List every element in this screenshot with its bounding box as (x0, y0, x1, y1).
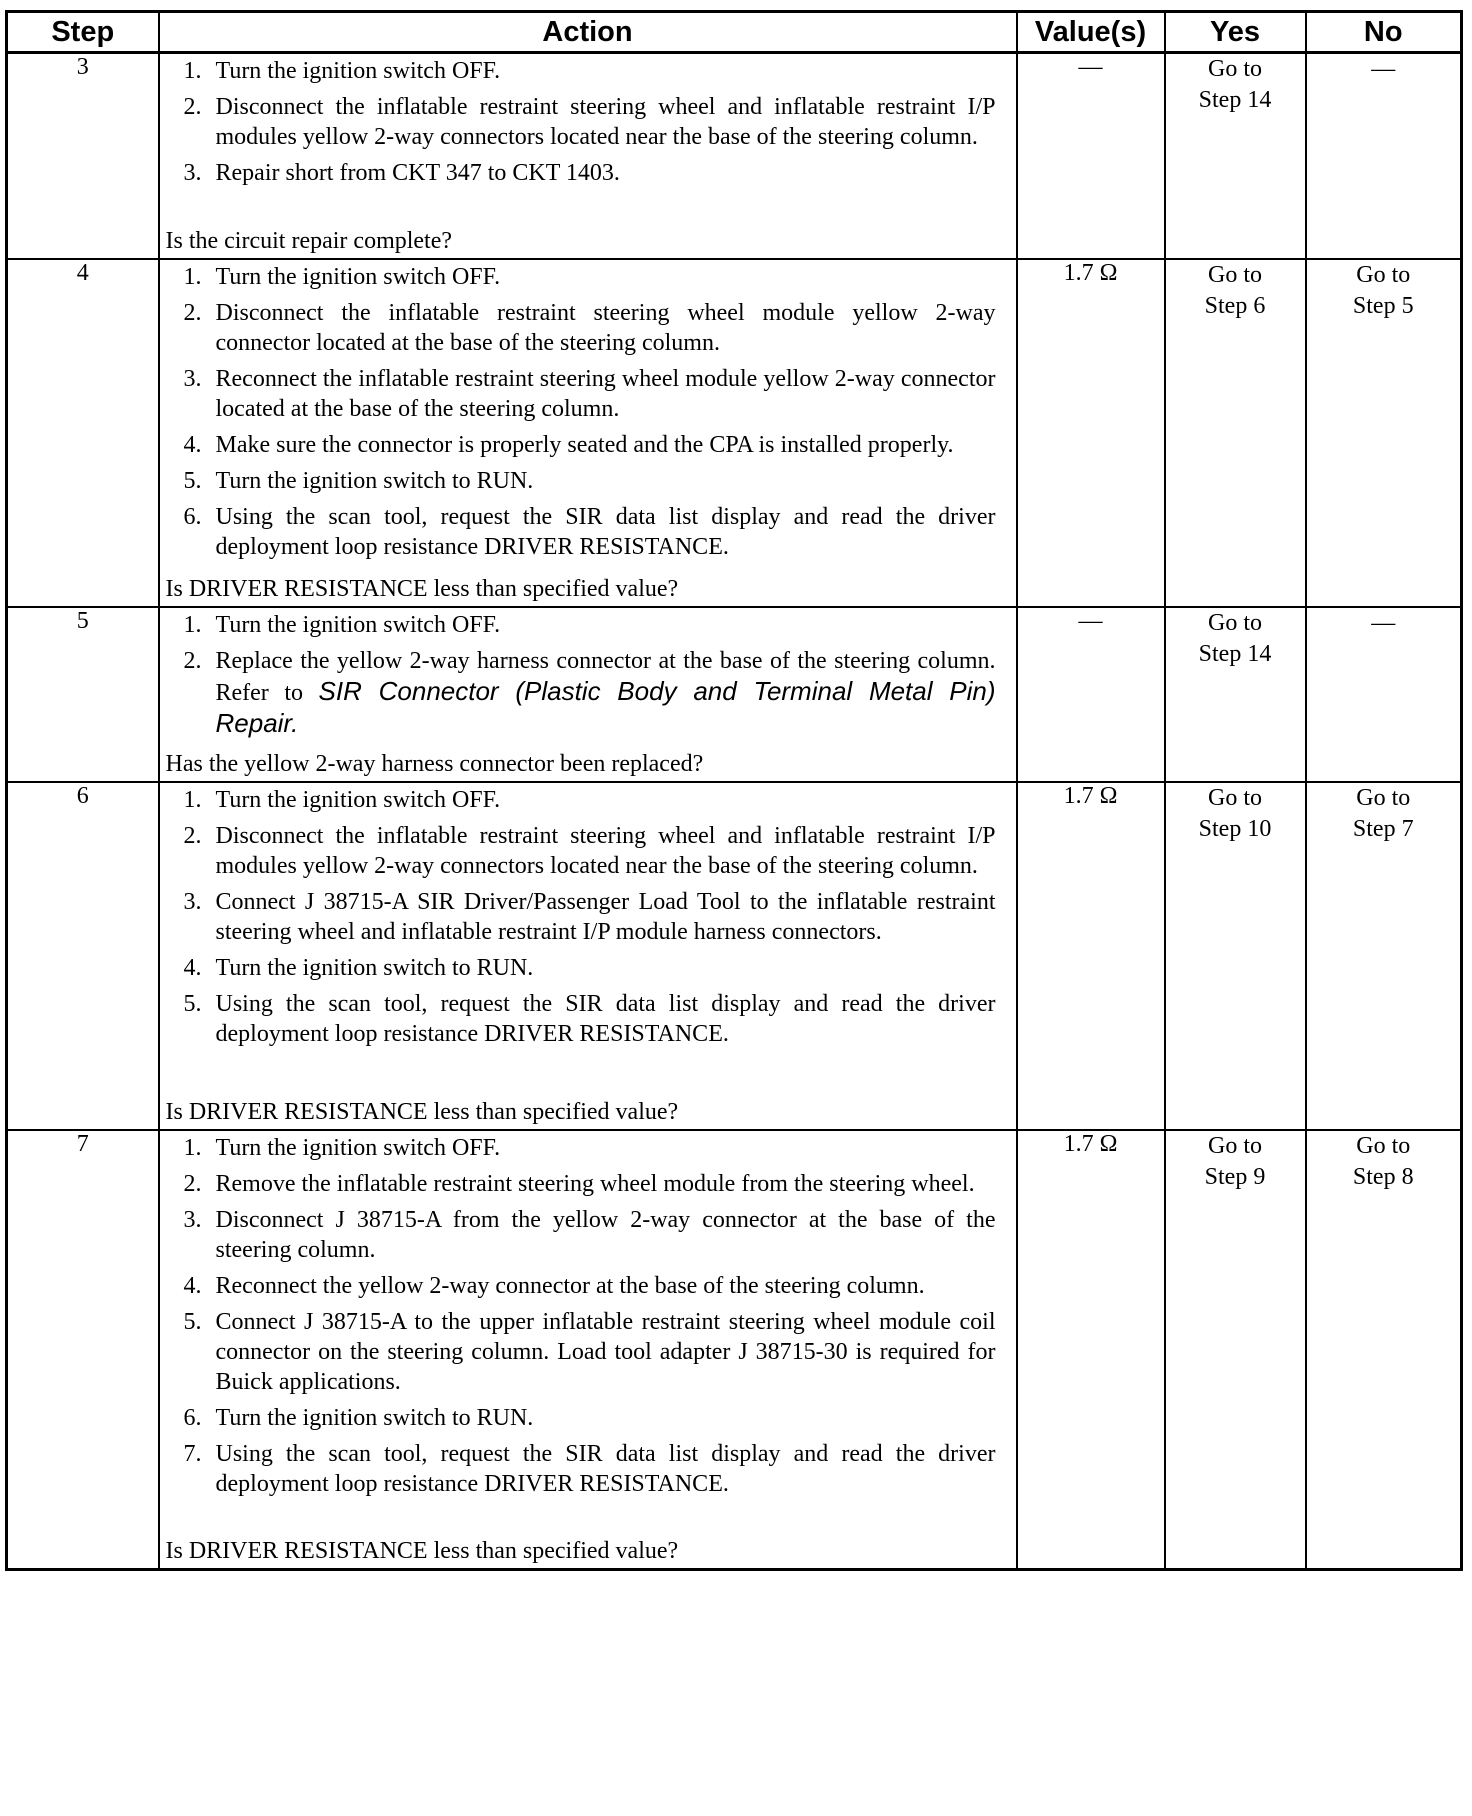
action-step-text: Turn the ignition switch OFF. (215, 58, 501, 84)
action-step-text: Turn the ignition switch OFF. (215, 263, 501, 290)
action-step (160, 785, 1016, 815)
step-number: 7 (7, 1130, 159, 1570)
action-step (160, 56, 1016, 86)
reference-link[interactable]: SIR Connector (Plastic Body and Terminal Metal Pin) Repair. (215, 675, 996, 738)
no-line: Step 5 (1352, 292, 1414, 319)
yes-line: Step 14 (1198, 640, 1272, 667)
action-step-number: 4. (183, 1272, 202, 1299)
action-step-text-block (216, 1271, 996, 1301)
yes-cell (1165, 259, 1306, 607)
action-step-text-block (216, 158, 996, 188)
action-steps-list (160, 260, 1016, 562)
no-line: Step 7 (1352, 815, 1414, 842)
action-step-text-block (216, 1133, 996, 1163)
action-step-text: Replace the yellow 2-way harness connector at the base of the steering column. Refer to (215, 647, 996, 706)
header-values: Value(s) (1017, 12, 1165, 53)
value-cell: 1.7 Ω (1017, 259, 1165, 607)
action-cell (159, 1130, 1017, 1570)
action-step-text: Connect J 38715-A to the upper inflatable restraint steering wheel module coil connector on the steering column. Load tool adapter J 38715-30 is required for Buick applications. (215, 1308, 996, 1395)
table-row (7, 53, 1462, 259)
action-step (160, 1439, 1016, 1499)
table-body (7, 53, 1462, 1570)
yes-line: Step 6 (1204, 292, 1266, 319)
action-step-text: Disconnect J 38715-A from the yellow 2-way connector at the base of the steering column. (215, 1206, 996, 1263)
action-cell (159, 259, 1017, 607)
action-step-text: Turn the ignition switch to RUN. (215, 954, 534, 981)
question-text: Is the circuit repair complete? (165, 227, 453, 254)
action-step-text-block (216, 262, 996, 292)
action-step (160, 1205, 1016, 1265)
action-step (160, 158, 1016, 188)
question-text: Has the yellow 2-way harness connector been replaced? (165, 750, 704, 777)
action-step (160, 92, 1016, 152)
action-step-text: Connect J 38715-A SIR Driver/Passenger Load Tool to the inflatable restraint steering wheel and inflatable restraint I/P module harness connectors. (215, 888, 996, 945)
yes-line: Go to (1208, 784, 1262, 811)
action-step (160, 364, 1016, 424)
action-step-text: Reconnect the yellow 2-way connector at the base of the steering column. (215, 1272, 925, 1299)
action-step-text: Using the scan tool, request the SIR data list display and read the driver deployment loop resistance DRIVER RESISTANCE. (215, 503, 996, 560)
table-row (7, 607, 1462, 782)
action-step-number: 7. (183, 1440, 202, 1467)
action-step-text-block (216, 1307, 996, 1397)
step-number: 5 (7, 607, 159, 782)
action-step-number: 1. (183, 263, 202, 290)
action-step-text-block (216, 610, 996, 640)
action-step-text: Disconnect the inflatable restraint steering wheel and inflatable restraint I/P modules yellow 2-way connectors located near the base of the steering column. (215, 822, 996, 879)
action-step (160, 821, 1016, 881)
action-step-number: 3. (183, 888, 202, 915)
yes-cell (1165, 782, 1306, 1130)
yes-line: Step 14 (1198, 87, 1272, 113)
question-text: Is DRIVER RESISTANCE less than specified value? (165, 1538, 679, 1564)
action-step-number: 1. (183, 58, 202, 84)
header-row (7, 12, 1462, 53)
header-action: Action (159, 12, 1017, 53)
no-line: — (1371, 609, 1396, 636)
table-row (7, 1130, 1462, 1570)
action-step-text: Turn the ignition switch to RUN. (215, 1404, 534, 1431)
action-step-number: 5. (183, 1308, 202, 1335)
action-step-text: Using the scan tool, request the SIR data list display and read the driver deployment loop resistance DRIVER RESISTANCE. (215, 990, 996, 1047)
header-no: No (1306, 12, 1462, 53)
action-step-text: Disconnect the inflatable restraint steering wheel module yellow 2-way connector located at the base of the steering column. (215, 299, 996, 356)
action-step-number: 2. (183, 822, 202, 849)
action-step (160, 989, 1016, 1049)
diagnostic-table (5, 10, 1463, 1571)
step-number: 6 (7, 782, 159, 1130)
action-step-number: 6. (183, 1404, 202, 1431)
action-step (160, 1133, 1016, 1163)
action-steps-list (160, 783, 1016, 1049)
no-cell (1306, 607, 1462, 782)
action-step-text-block (216, 989, 996, 1049)
action-steps-list (160, 608, 1016, 740)
header-yes: Yes (1165, 12, 1306, 53)
action-step (160, 502, 1016, 562)
action-step-text: Turn the ignition switch OFF. (215, 1134, 501, 1161)
action-step-text-block (216, 646, 996, 740)
header-step: Step (7, 12, 159, 53)
action-step (160, 610, 1016, 640)
action-step-number: 3. (183, 365, 202, 392)
table-row (7, 259, 1462, 607)
action-step-number: 1. (183, 611, 202, 638)
action-steps-list (160, 54, 1016, 188)
action-step-text-block (216, 502, 996, 562)
action-step-number: 5. (183, 467, 202, 494)
action-step-number: 1. (183, 786, 202, 813)
no-line: Go to (1356, 261, 1411, 288)
action-step (160, 1307, 1016, 1397)
action-step-text: Turn the ignition switch to RUN. (215, 467, 534, 494)
action-step-number: 4. (183, 431, 202, 458)
no-cell (1306, 53, 1462, 259)
action-step (160, 646, 1016, 740)
value-cell: 1.7 Ω (1017, 782, 1165, 1130)
action-step-number: 2. (183, 647, 202, 674)
yes-line: Go to (1208, 609, 1262, 636)
action-step-text: Repair short from CKT 347 to CKT 1403. (215, 160, 620, 186)
yes-line: Step 10 (1198, 815, 1272, 842)
action-step-text-block (216, 821, 996, 881)
action-step-text: Disconnect the inflatable restraint steering wheel and inflatable restraint I/P modules yellow 2-way connectors located near the base of the steering column. (215, 94, 996, 150)
yes-line: Step 9 (1204, 1163, 1266, 1190)
action-step-text-block (216, 887, 996, 947)
action-step-number: 3. (183, 1206, 202, 1233)
yes-cell (1165, 1130, 1306, 1570)
action-step (160, 262, 1016, 292)
action-step-number: 6. (183, 503, 202, 530)
no-cell (1306, 1130, 1462, 1570)
action-step-text-block (216, 953, 996, 983)
action-step (160, 430, 1016, 460)
action-step-number: 2. (183, 94, 202, 120)
table-row (7, 782, 1462, 1130)
action-step-text-block (216, 466, 996, 496)
action-step-text: Remove the inflatable restraint steering wheel module from the steering wheel. (215, 1170, 975, 1197)
no-line: Step 8 (1352, 1163, 1414, 1190)
action-step-text-block (216, 1403, 996, 1433)
no-cell (1306, 259, 1462, 607)
action-step (160, 298, 1016, 358)
action-steps-list (160, 1131, 1016, 1499)
action-step-text-block (216, 785, 996, 815)
no-line: — (1371, 56, 1396, 82)
action-step-text: Turn the ignition switch OFF. (215, 611, 501, 638)
action-step-text-block (216, 364, 996, 424)
action-step-number: 5. (183, 990, 202, 1017)
action-step-text-block (216, 92, 996, 152)
action-step-text: Reconnect the inflatable restraint steering wheel module yellow 2-way connector located at the base of the steering column. (215, 365, 996, 422)
action-step (160, 953, 1016, 983)
action-step (160, 887, 1016, 947)
yes-cell (1165, 607, 1306, 782)
action-cell (159, 782, 1017, 1130)
yes-line: Go to (1208, 261, 1262, 288)
action-step (160, 466, 1016, 496)
action-cell (159, 607, 1017, 782)
value-cell: — (1017, 53, 1165, 259)
action-step-text: Make sure the connector is properly seated and the CPA is installed properly. (215, 431, 954, 458)
no-line: Go to (1356, 1132, 1411, 1159)
action-cell (159, 53, 1017, 259)
action-step (160, 1169, 1016, 1199)
value-cell: 1.7 Ω (1017, 1130, 1165, 1570)
yes-line: Go to (1208, 56, 1262, 82)
yes-cell (1165, 53, 1306, 259)
action-step (160, 1271, 1016, 1301)
action-step-number: 2. (183, 1170, 202, 1197)
step-number: 3 (7, 53, 159, 259)
action-step-number: 3. (183, 160, 202, 186)
action-step-number: 2. (183, 299, 202, 326)
action-step-text-block (216, 1169, 996, 1199)
value-cell: — (1017, 607, 1165, 782)
action-step-text: Using the scan tool, request the SIR data list display and read the driver deployment loop resistance DRIVER RESISTANCE. (215, 1440, 996, 1497)
action-step-text-block (216, 56, 996, 86)
yes-line: Go to (1208, 1132, 1262, 1159)
step-number: 4 (7, 259, 159, 607)
no-cell (1306, 782, 1462, 1130)
action-step-text-block (216, 1205, 996, 1265)
action-step-text-block (216, 1439, 996, 1499)
action-step (160, 1403, 1016, 1433)
action-step-number: 4. (183, 954, 202, 981)
no-line: Go to (1356, 784, 1411, 811)
action-step-text-block (216, 430, 996, 460)
action-step-text: Turn the ignition switch OFF. (215, 786, 501, 813)
question-text: Is DRIVER RESISTANCE less than specified value? (165, 575, 679, 602)
action-step-text-block (216, 298, 996, 358)
question-text: Is DRIVER RESISTANCE less than specified value? (165, 1098, 679, 1125)
action-step-number: 1. (183, 1134, 202, 1161)
